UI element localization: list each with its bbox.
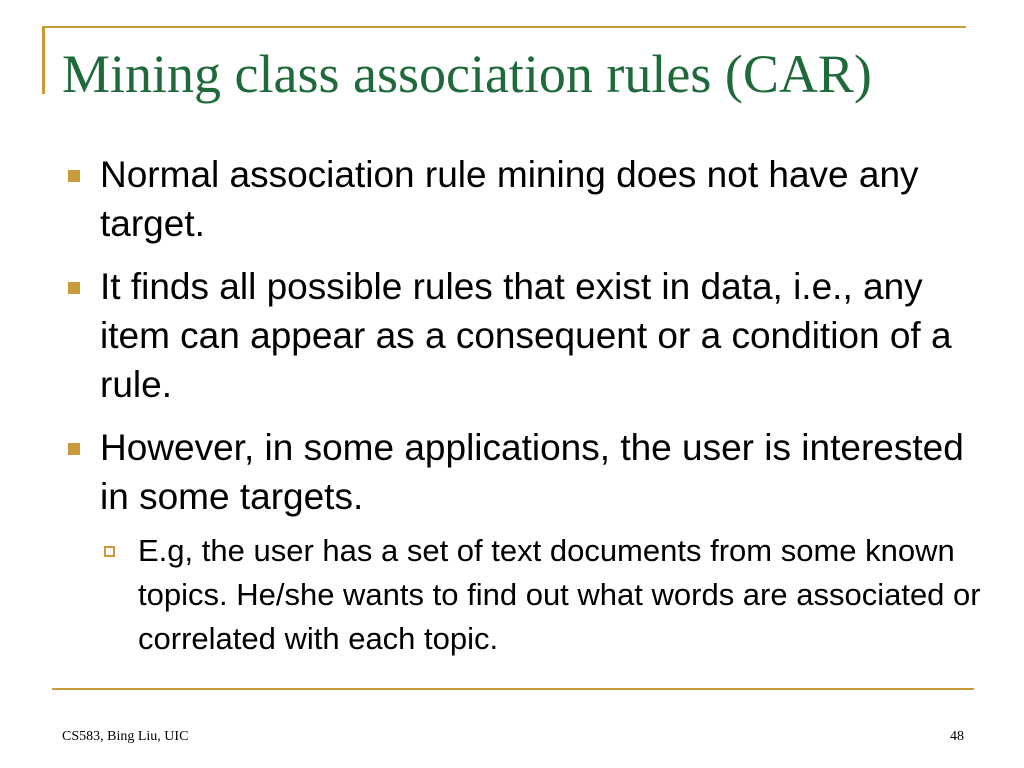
sub-bullet-list <box>100 529 984 661</box>
bullet-item <box>64 150 984 248</box>
footer-credit: CS583, Bing Liu, UIC <box>62 729 189 744</box>
slide-title: Mining class association rules (CAR) <box>62 44 872 104</box>
hollow-square-bullet-icon <box>104 546 115 557</box>
bullet-text: Normal association rule mining does not have any target. <box>100 154 919 244</box>
bullet-list <box>64 150 984 675</box>
bullet-text: However, in some applications, the user is interested in some targets. <box>100 427 964 517</box>
slide-frame-left-border <box>42 26 45 94</box>
square-bullet-icon <box>68 282 80 294</box>
bullet-text: It finds all possible rules that exist in data, i.e., any item can appear as a consequent or a condition of a rule. <box>100 266 952 405</box>
sub-bullet-item <box>100 529 984 661</box>
slide-frame-top-border <box>42 26 966 28</box>
bullet-item <box>64 423 984 661</box>
footer-divider <box>52 688 974 690</box>
square-bullet-icon <box>68 170 80 182</box>
page-number: 48 <box>950 729 964 744</box>
square-bullet-icon <box>68 443 80 455</box>
bullet-item <box>64 262 984 409</box>
sub-bullet-text: E.g, the user has a set of text documents from some known topics. He/she wants to find out what words are associated or correlated with each topic. <box>138 533 981 656</box>
